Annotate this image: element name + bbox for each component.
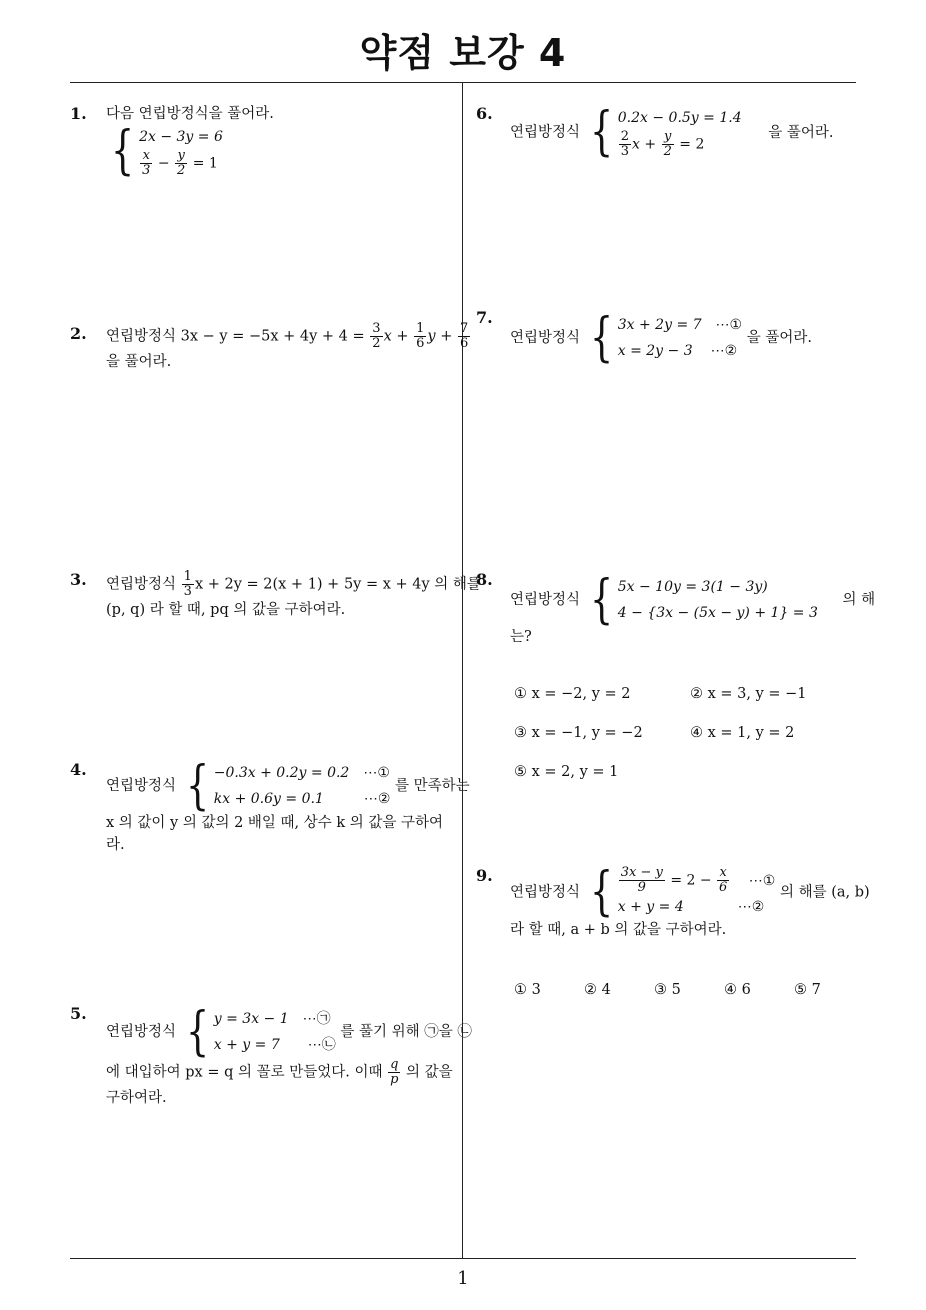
- q5-system: { y = 3x − 1 ⋯㉠ x + y = 7 ⋯㉡: [185, 1002, 336, 1062]
- q9-system: { $\frac{3x - y}{9}$ = 2 − $\frac{x}{6}$ ⋯① x + y = 4 ⋯②: [589, 862, 776, 922]
- q4-number: 4.: [70, 760, 87, 779]
- q2-pre: 연립방정식 3x − y = −5x + 4y + 4 =: [106, 328, 365, 345]
- q8-choice-2[interactable]: ② x = 3, y = −1: [690, 686, 807, 702]
- q1-brace: {: [110, 121, 135, 181]
- q9-choice-5[interactable]: ⑤ 7: [794, 982, 821, 998]
- q6-system: { 0.2x − 0.5y = 1.4 $\frac{2}{3}$ x + $\frac{y}{2}$ = 2: [589, 102, 742, 162]
- q7-number: 7.: [476, 308, 493, 327]
- q6-number: 6.: [476, 104, 493, 123]
- q4-system: { −0.3x + 0.2y = 0.2 ⋯① kx + 0.6y = 0.1 ⋯②: [185, 756, 391, 816]
- q8-choice-1[interactable]: ① x = −2, y = 2: [514, 686, 631, 702]
- q8-line2: 는?: [510, 629, 532, 645]
- page-number: 1: [457, 1268, 469, 1289]
- q1-text: 다음 연립방정식을 풀어라.: [106, 106, 274, 122]
- q4-line3: 라.: [106, 837, 125, 853]
- q9-line2: 라 할 때, a + b 의 값을 구하여라.: [510, 922, 727, 938]
- q9-choice-3[interactable]: ③ 5: [654, 982, 681, 998]
- q9-choice-1[interactable]: ① 3: [514, 982, 541, 998]
- q2-post: 을 풀어라.: [106, 354, 172, 370]
- q5-line3: 구하여라.: [106, 1090, 167, 1106]
- q9-number: 9.: [476, 866, 493, 885]
- q3-number: 3.: [70, 570, 87, 589]
- q1-eq2: $\frac{x}{3}$ − $\frac{y}{2}$ = 1: [142, 148, 218, 178]
- q2-body: 연립방정식 3x − y = −5x + 4y + 4 = $\frac{3}{2}$ x + $\frac{1}{6}$ y + $\frac{7}{6}$ 을 풀어라.: [106, 322, 458, 373]
- q8-choice-4[interactable]: ④ x = 1, y = 2: [690, 725, 795, 741]
- q1-system: [106, 121, 223, 181]
- q6-body: 연립방정식 { 0.2x − 0.5y = 1.4 $\frac{2}{3}$ x + $\frac{y}{2}$ = 2 을 풀어라.: [510, 102, 834, 162]
- q4-body: 연립방정식 { −0.3x + 0.2y = 0.2 ⋯① kx + 0.6y = 0.1 ⋯② 를 만족하는 x 의 값이 y 의 값의 2 배일 때, 상수 k 의 값을 구하여 라.: [106, 760, 458, 856]
- q2-number: 2.: [70, 324, 87, 343]
- q3-body: 연립방정식 $\frac{1}{3}$ x + 2y = 2(x + 1) + 5y = x + 4y 의 해를 (p, q) 라 할 때, pq 의 값을 구하여라.: [106, 570, 458, 621]
- q9-body: 연립방정식 { $\frac{3x - y}{9}$ = 2 − $\frac{x}{6}$ ⋯① x + y = 4 ⋯② 의 해를 (a, b) 라 할 때, a + b 의 값을 구하여라.: [510, 866, 860, 941]
- q5-number: 5.: [70, 1004, 87, 1023]
- bottom-rule: [70, 1258, 856, 1259]
- page-title: 약점 보강 4: [359, 31, 567, 75]
- q9-choice-4[interactable]: ④ 6: [724, 982, 751, 998]
- top-rule: [70, 82, 856, 83]
- q1-body: [106, 103, 456, 181]
- q4-line2: x 의 값이 y 의 값의 2 배일 때, 상수 k 의 값을 구하여: [106, 815, 444, 831]
- q3-line2: (p, q) 라 할 때, pq 의 값을 구하여라.: [106, 602, 346, 618]
- q7-body: 연립방정식 { 3x + 2y = 7 ⋯① x = 2y − 3 ⋯② 을 풀어라.: [510, 308, 812, 368]
- q8-number: 8.: [476, 570, 493, 589]
- column-divider: [462, 82, 463, 1258]
- q8-choice-3[interactable]: ③ x = −1, y = −2: [514, 725, 643, 741]
- q8-body: 연립방정식 { 5x − 10y = 3(1 − 3y) 4 − {3x − (5x − y) + 1} = 3 의 해 는?: [510, 574, 860, 648]
- q8-system: { 5x − 10y = 3(1 − 3y) 4 − {3x − (5x − y) + 1} = 3: [589, 570, 818, 630]
- q7-system: { 3x + 2y = 7 ⋯① x = 2y − 3 ⋯②: [589, 308, 743, 368]
- q1-number: 1.: [70, 104, 87, 123]
- q8-choice-5[interactable]: ⑤ x = 2, y = 1: [514, 764, 619, 780]
- q5-body: 연립방정식 { y = 3x − 1 ⋯㉠ x + y = 7 ⋯㉡ 를 풀기 위해 ㉠을 ㉡ 에 대입하여 px = q 의 꼴로 만들었다. 이때 $\frac{q}{p}$ 의 값을 구하여라.: [106, 1006, 458, 1109]
- q9-choice-2[interactable]: ② 4: [584, 982, 611, 998]
- q1-eq1: 2x − 3y = 6: [139, 129, 223, 145]
